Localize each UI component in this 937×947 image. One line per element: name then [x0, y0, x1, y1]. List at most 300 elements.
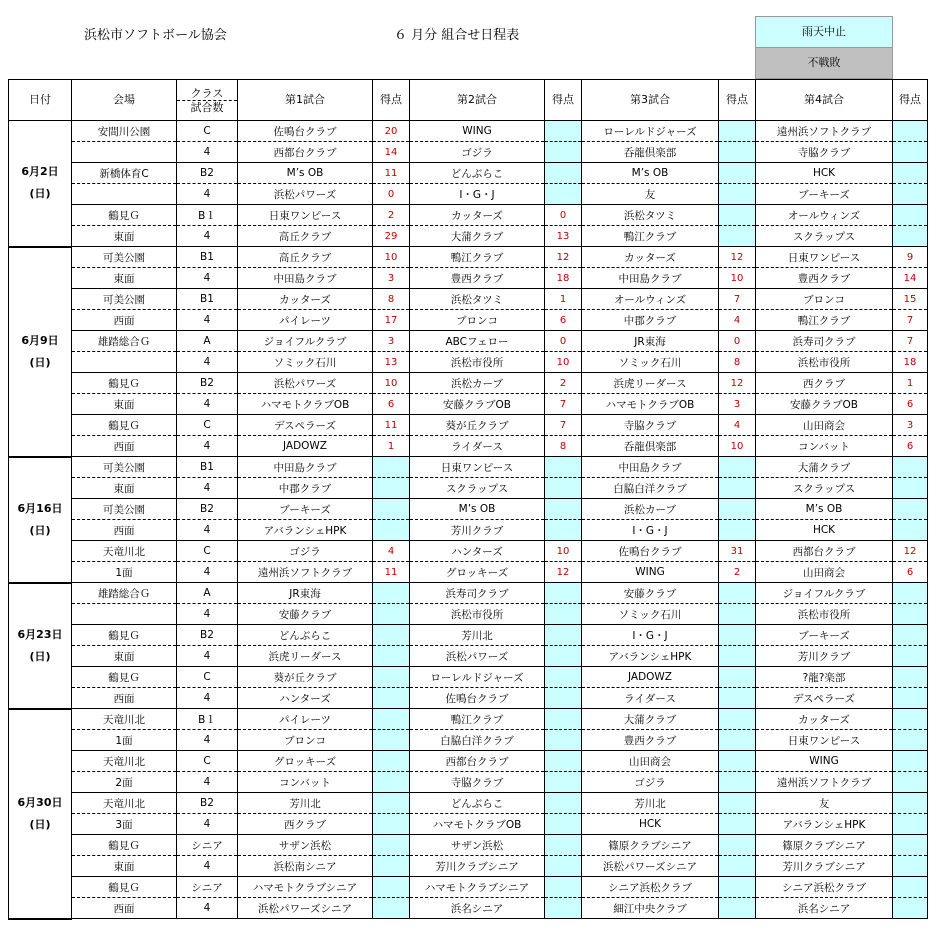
game2-team: I・G・J [410, 184, 545, 205]
table-row [9, 268, 928, 289]
game1-team: 中田島クラブ [238, 457, 373, 478]
game4-score [893, 226, 928, 247]
game4-team: 寺脇クラブ [756, 142, 893, 163]
class-cell: B2 [177, 625, 238, 646]
game2-score: 13 [545, 226, 582, 247]
game3-score [719, 520, 756, 541]
game1-score: 29 [373, 226, 410, 247]
game2-score [545, 457, 582, 478]
game2-score [545, 184, 582, 205]
game1-team: 浜松南シニア [238, 856, 373, 877]
header-score2: 得点 [545, 80, 582, 121]
header-game4: 第4試合 [756, 80, 893, 121]
table-row [9, 436, 928, 457]
venue-cell: 2面 [72, 772, 177, 793]
game1-score [373, 478, 410, 499]
weekday-label: (日) [29, 649, 51, 663]
game1-team: ハマモトクラブシニア [238, 877, 373, 898]
game1-score: 11 [373, 562, 410, 583]
game4-score: 9 [893, 247, 928, 268]
venue-cell: 雄踏総合Ｇ [72, 583, 177, 604]
game3-team: 中田島クラブ [582, 268, 719, 289]
game3-team: オールウィンズ [582, 289, 719, 310]
game4-team: 安藤クラブOB [756, 394, 893, 415]
game1-score [373, 709, 410, 730]
game3-team: 呑龍倶楽部 [582, 142, 719, 163]
legend-rain-cancel: 雨天中止 [755, 16, 893, 48]
game4-team: 浜松市役所 [756, 604, 893, 625]
venue-cell: 西面 [72, 688, 177, 709]
game2-team: ハンターズ [410, 541, 545, 562]
game3-team: 白脇白洋クラブ [582, 478, 719, 499]
game2-team: 葵が丘クラブ [410, 415, 545, 436]
venue-cell: 東面 [72, 646, 177, 667]
game3-team: 佐鳴台クラブ [582, 541, 719, 562]
game3-team: 鴨江クラブ [582, 226, 719, 247]
game-count-cell: 4 [177, 478, 238, 499]
class-cell: シニア [177, 877, 238, 898]
game1-score [373, 667, 410, 688]
date-cell [9, 709, 72, 919]
game1-team: 浜松パワーズシニア [238, 898, 373, 919]
game1-score [373, 646, 410, 667]
table-row [9, 772, 928, 793]
class-cell: B１ [177, 205, 238, 226]
game2-score [545, 625, 582, 646]
game4-score [893, 835, 928, 856]
class-cell: C [177, 541, 238, 562]
class-cell: C [177, 667, 238, 688]
date-label: 6月2日 [21, 165, 59, 179]
game3-score [719, 877, 756, 898]
org-name: 浜松市ソフトボール協会 [84, 28, 227, 43]
game3-team: JADOWZ [582, 667, 719, 688]
game1-team: パイレーツ [238, 709, 373, 730]
game-count-cell: 4 [177, 226, 238, 247]
game1-team: どんぶらこ [238, 625, 373, 646]
game4-score [893, 646, 928, 667]
game1-team: 中郡クラブ [238, 478, 373, 499]
game-count-cell: 4 [177, 436, 238, 457]
game4-score [893, 667, 928, 688]
game-count-cell: 4 [177, 184, 238, 205]
schedule-body [9, 121, 928, 919]
date-label: 6月30日 [17, 795, 63, 809]
game-count-cell: 4 [177, 394, 238, 415]
game1-team: 中田島クラブ [238, 268, 373, 289]
game1-score [373, 625, 410, 646]
venue-cell [72, 352, 177, 373]
game3-team: I・G・J [582, 520, 719, 541]
game1-team: JR東海 [238, 583, 373, 604]
venue-cell [72, 604, 177, 625]
game1-score [373, 856, 410, 877]
game-count-cell: 4 [177, 352, 238, 373]
game4-score [893, 583, 928, 604]
venue-cell: 鶴見Ｇ [72, 835, 177, 856]
game3-team: 浜松タツミ [582, 205, 719, 226]
game2-score: 12 [545, 562, 582, 583]
game1-score: 6 [373, 394, 410, 415]
header-venue: 会場 [72, 80, 177, 121]
game3-score [719, 730, 756, 751]
game4-team: アバランシェHPK [756, 814, 893, 835]
game4-score: 18 [893, 352, 928, 373]
game1-team: 浜松パワーズ [238, 373, 373, 394]
game4-score: 14 [893, 268, 928, 289]
game1-team: 佐鳴台クラブ [238, 121, 373, 142]
game2-team: ライダース [410, 436, 545, 457]
table-header-row [9, 80, 928, 121]
table-row [9, 520, 928, 541]
venue-cell: 西面 [72, 520, 177, 541]
game1-team: JADOWZ [238, 436, 373, 457]
table-row [9, 541, 928, 562]
game3-team: 中田島クラブ [582, 457, 719, 478]
game2-score [545, 814, 582, 835]
table-row [9, 898, 928, 919]
game1-team: 西クラブ [238, 814, 373, 835]
venue-cell: 東面 [72, 478, 177, 499]
game2-score [545, 667, 582, 688]
game3-team: ハマモトクラブOB [582, 394, 719, 415]
game4-score [893, 898, 928, 919]
venue-cell: 天竜川北 [72, 751, 177, 772]
game4-score [893, 142, 928, 163]
table-row [9, 331, 928, 352]
table-row [9, 877, 928, 898]
game3-score [719, 688, 756, 709]
game1-score: 13 [373, 352, 410, 373]
game4-team: 遠州浜ソフトクラブ [756, 121, 893, 142]
game3-score [719, 667, 756, 688]
header-score3: 得点 [719, 80, 756, 121]
game2-team: ハマモトクラブシニア [410, 877, 545, 898]
game4-team: シニア浜松クラブ [756, 877, 893, 898]
game1-team: コンバット [238, 772, 373, 793]
game4-team: 山田商会 [756, 415, 893, 436]
game3-score [719, 121, 756, 142]
game3-score [719, 457, 756, 478]
game4-team: オールウィンズ [756, 205, 893, 226]
game3-score: 31 [719, 541, 756, 562]
game2-score [545, 793, 582, 814]
game4-team: ブロンコ [756, 289, 893, 310]
game4-team: コンバット [756, 436, 893, 457]
game4-team: 西クラブ [756, 373, 893, 394]
table-row [9, 751, 928, 772]
game2-score: 7 [545, 415, 582, 436]
date-label: 6月9日 [21, 333, 59, 347]
game1-score [373, 499, 410, 520]
game2-team: 豊西クラブ [410, 268, 545, 289]
table-row [9, 730, 928, 751]
game3-score [719, 478, 756, 499]
game3-score [719, 604, 756, 625]
venue-cell: 東面 [72, 856, 177, 877]
game4-team: 篠原クラブシニア [756, 835, 893, 856]
game-count-cell: 4 [177, 562, 238, 583]
game1-team: 安藤クラブ [238, 604, 373, 625]
game1-score: 3 [373, 268, 410, 289]
game1-score [373, 730, 410, 751]
game3-score: 10 [719, 436, 756, 457]
schedule-table [8, 79, 928, 920]
game2-team: 佐鳴台クラブ [410, 688, 545, 709]
game4-team: カッターズ [756, 709, 893, 730]
date-label: 6月23日 [17, 627, 63, 641]
game2-team: 浜松カーブ [410, 373, 545, 394]
game2-team: 浜松市役所 [410, 352, 545, 373]
game1-score: 2 [373, 205, 410, 226]
game2-team: 大蒲クラブ [410, 226, 545, 247]
game1-team: 葵が丘クラブ [238, 667, 373, 688]
class-cell: A [177, 583, 238, 604]
game1-score [373, 688, 410, 709]
game2-score [545, 898, 582, 919]
game1-score: 8 [373, 289, 410, 310]
table-row [9, 814, 928, 835]
game3-team: 篠原クラブシニア [582, 835, 719, 856]
venue-cell: 安間川公園 [72, 121, 177, 142]
game3-team: 浜松カーブ [582, 499, 719, 520]
game-count-cell: 4 [177, 730, 238, 751]
table-row [9, 394, 928, 415]
game3-score [719, 583, 756, 604]
game4-score [893, 751, 928, 772]
game3-team: 浜松パワーズシニア [582, 856, 719, 877]
game3-score: 4 [719, 415, 756, 436]
game3-team: 安藤クラブ [582, 583, 719, 604]
game4-team: 浜名シニア [756, 898, 893, 919]
game4-team: ブーキーズ [756, 184, 893, 205]
game2-score: 12 [545, 247, 582, 268]
game2-team: 芳川クラブシニア [410, 856, 545, 877]
class-cell: B2 [177, 163, 238, 184]
game4-score [893, 856, 928, 877]
venue-cell: 可美公園 [72, 289, 177, 310]
table-row [9, 478, 928, 499]
game3-team: 呑龍倶楽部 [582, 436, 719, 457]
game2-team: WING [410, 121, 545, 142]
game4-team: 芳川クラブシニア [756, 856, 893, 877]
game3-score: 12 [719, 373, 756, 394]
table-row [9, 373, 928, 394]
game2-team: 白脇白洋クラブ [410, 730, 545, 751]
game3-team: 友 [582, 184, 719, 205]
header-class-bottom: 試合数 [190, 100, 224, 114]
game2-score: 10 [545, 541, 582, 562]
game-count-cell: 4 [177, 772, 238, 793]
venue-cell: 可美公園 [72, 247, 177, 268]
venue-cell: 西面 [72, 310, 177, 331]
game4-score: 7 [893, 331, 928, 352]
game3-team: I・G・J [582, 625, 719, 646]
class-cell: C [177, 751, 238, 772]
weekday-label: (日) [29, 523, 51, 537]
game1-team: ソミック石川 [238, 352, 373, 373]
game2-score [545, 646, 582, 667]
game1-score [373, 604, 410, 625]
header-game1: 第1試合 [238, 80, 373, 121]
table-row [9, 583, 928, 604]
game4-team: 鴨江クラブ [756, 310, 893, 331]
game2-team: ブロンコ [410, 310, 545, 331]
game2-team: 鴨江クラブ [410, 709, 545, 730]
game2-score [545, 604, 582, 625]
game3-score: 0 [719, 331, 756, 352]
game2-team: どんぶらこ [410, 793, 545, 814]
game3-team: ソミック石川 [582, 604, 719, 625]
game3-score [719, 205, 756, 226]
class-cell: B1 [177, 289, 238, 310]
venue-cell: 新橋体育C [72, 163, 177, 184]
class-cell: B2 [177, 499, 238, 520]
game2-team: ゴジラ [410, 142, 545, 163]
date-cell [9, 247, 72, 457]
game2-score: 1 [545, 289, 582, 310]
table-row [9, 163, 928, 184]
game3-score [719, 499, 756, 520]
game3-team: 豊西クラブ [582, 730, 719, 751]
game3-score: 10 [719, 268, 756, 289]
venue-cell: 1面 [72, 562, 177, 583]
game3-team: シニア浜松クラブ [582, 877, 719, 898]
header-score4: 得点 [893, 80, 928, 121]
game4-team: 芳川クラブ [756, 646, 893, 667]
table-row [9, 793, 928, 814]
game1-score: 0 [373, 184, 410, 205]
game2-score [545, 499, 582, 520]
game2-score [545, 772, 582, 793]
game4-team: 浜寿司クラブ [756, 331, 893, 352]
game3-score: 12 [719, 247, 756, 268]
game2-score [545, 856, 582, 877]
game2-team: 浜名シニア [410, 898, 545, 919]
game4-score [893, 625, 928, 646]
game2-score [545, 121, 582, 142]
venue-cell: 雄踏総合Ｇ [72, 331, 177, 352]
game4-team: デスペラーズ [756, 688, 893, 709]
table-row [9, 856, 928, 877]
game4-team: 日東ワンピース [756, 730, 893, 751]
game1-team: パイレーツ [238, 310, 373, 331]
game3-score [719, 793, 756, 814]
game2-team: 寺脇クラブ [410, 772, 545, 793]
game3-score [719, 751, 756, 772]
game4-team: ?龍?楽部 [756, 667, 893, 688]
venue-cell: 天竜川北 [72, 793, 177, 814]
game2-team: M’s OB [410, 499, 545, 520]
venue-cell: 鶴見Ｇ [72, 415, 177, 436]
game4-score: 7 [893, 310, 928, 331]
game1-team: カッターズ [238, 289, 373, 310]
game4-score [893, 184, 928, 205]
game3-team: アバランシェHPK [582, 646, 719, 667]
game1-team: ハンターズ [238, 688, 373, 709]
game3-score [719, 142, 756, 163]
game2-score: 10 [545, 352, 582, 373]
venue-cell: 鶴見Ｇ [72, 667, 177, 688]
game4-team: ジョイフルクラブ [756, 583, 893, 604]
header-class-top: クラス [177, 87, 237, 101]
game-count-cell: 4 [177, 898, 238, 919]
venue-cell: 3面 [72, 814, 177, 835]
game2-team: どんぶらこ [410, 163, 545, 184]
game1-score [373, 877, 410, 898]
game3-team: JR東海 [582, 331, 719, 352]
game4-score [893, 478, 928, 499]
table-row [9, 247, 928, 268]
game1-score [373, 835, 410, 856]
game1-score: 1 [373, 436, 410, 457]
game-count-cell: 4 [177, 856, 238, 877]
header-class [177, 80, 238, 121]
venue-cell: 鶴見Ｇ [72, 205, 177, 226]
game2-score [545, 583, 582, 604]
venue-cell [72, 142, 177, 163]
venue-cell: 鶴見Ｇ [72, 625, 177, 646]
game2-team: サザン浜松 [410, 835, 545, 856]
game2-team: 日東ワンピース [410, 457, 545, 478]
game4-team: 山田商会 [756, 562, 893, 583]
game2-score: 0 [545, 331, 582, 352]
game1-team: ブーキーズ [238, 499, 373, 520]
venue-cell: 鶴見Ｇ [72, 877, 177, 898]
venue-cell: 天竜川北 [72, 709, 177, 730]
game2-score [545, 688, 582, 709]
game1-score [373, 520, 410, 541]
venue-cell: 東面 [72, 268, 177, 289]
game2-team: 鴨江クラブ [410, 247, 545, 268]
game4-score [893, 604, 928, 625]
game2-score [545, 478, 582, 499]
venue-cell: 西面 [72, 436, 177, 457]
game4-score [893, 730, 928, 751]
game4-team: 浜松市役所 [756, 352, 893, 373]
table-row [9, 625, 928, 646]
game3-score [719, 226, 756, 247]
game2-score: 2 [545, 373, 582, 394]
table-row [9, 604, 928, 625]
game-count-cell: 4 [177, 310, 238, 331]
game3-score: 2 [719, 562, 756, 583]
game4-score [893, 499, 928, 520]
game4-score: 12 [893, 541, 928, 562]
table-row [9, 667, 928, 688]
game1-team: 日東ワンピース [238, 205, 373, 226]
table-row [9, 289, 928, 310]
game2-score: 7 [545, 394, 582, 415]
venue-cell [72, 184, 177, 205]
class-cell: シニア [177, 835, 238, 856]
game-count-cell: 4 [177, 520, 238, 541]
game4-score [893, 457, 928, 478]
game1-score: 20 [373, 121, 410, 142]
game4-team: スクラップス [756, 478, 893, 499]
game3-score: 4 [719, 310, 756, 331]
game3-score [719, 772, 756, 793]
legend-default-loss: 不戦敗 [755, 47, 893, 79]
date-cell [9, 583, 72, 709]
class-cell: B1 [177, 457, 238, 478]
game1-score: 11 [373, 415, 410, 436]
game4-score [893, 877, 928, 898]
game3-team: M’s OB [582, 163, 719, 184]
game4-team: ブーキーズ [756, 625, 893, 646]
date-cell [9, 121, 72, 247]
game1-team: ブロンコ [238, 730, 373, 751]
